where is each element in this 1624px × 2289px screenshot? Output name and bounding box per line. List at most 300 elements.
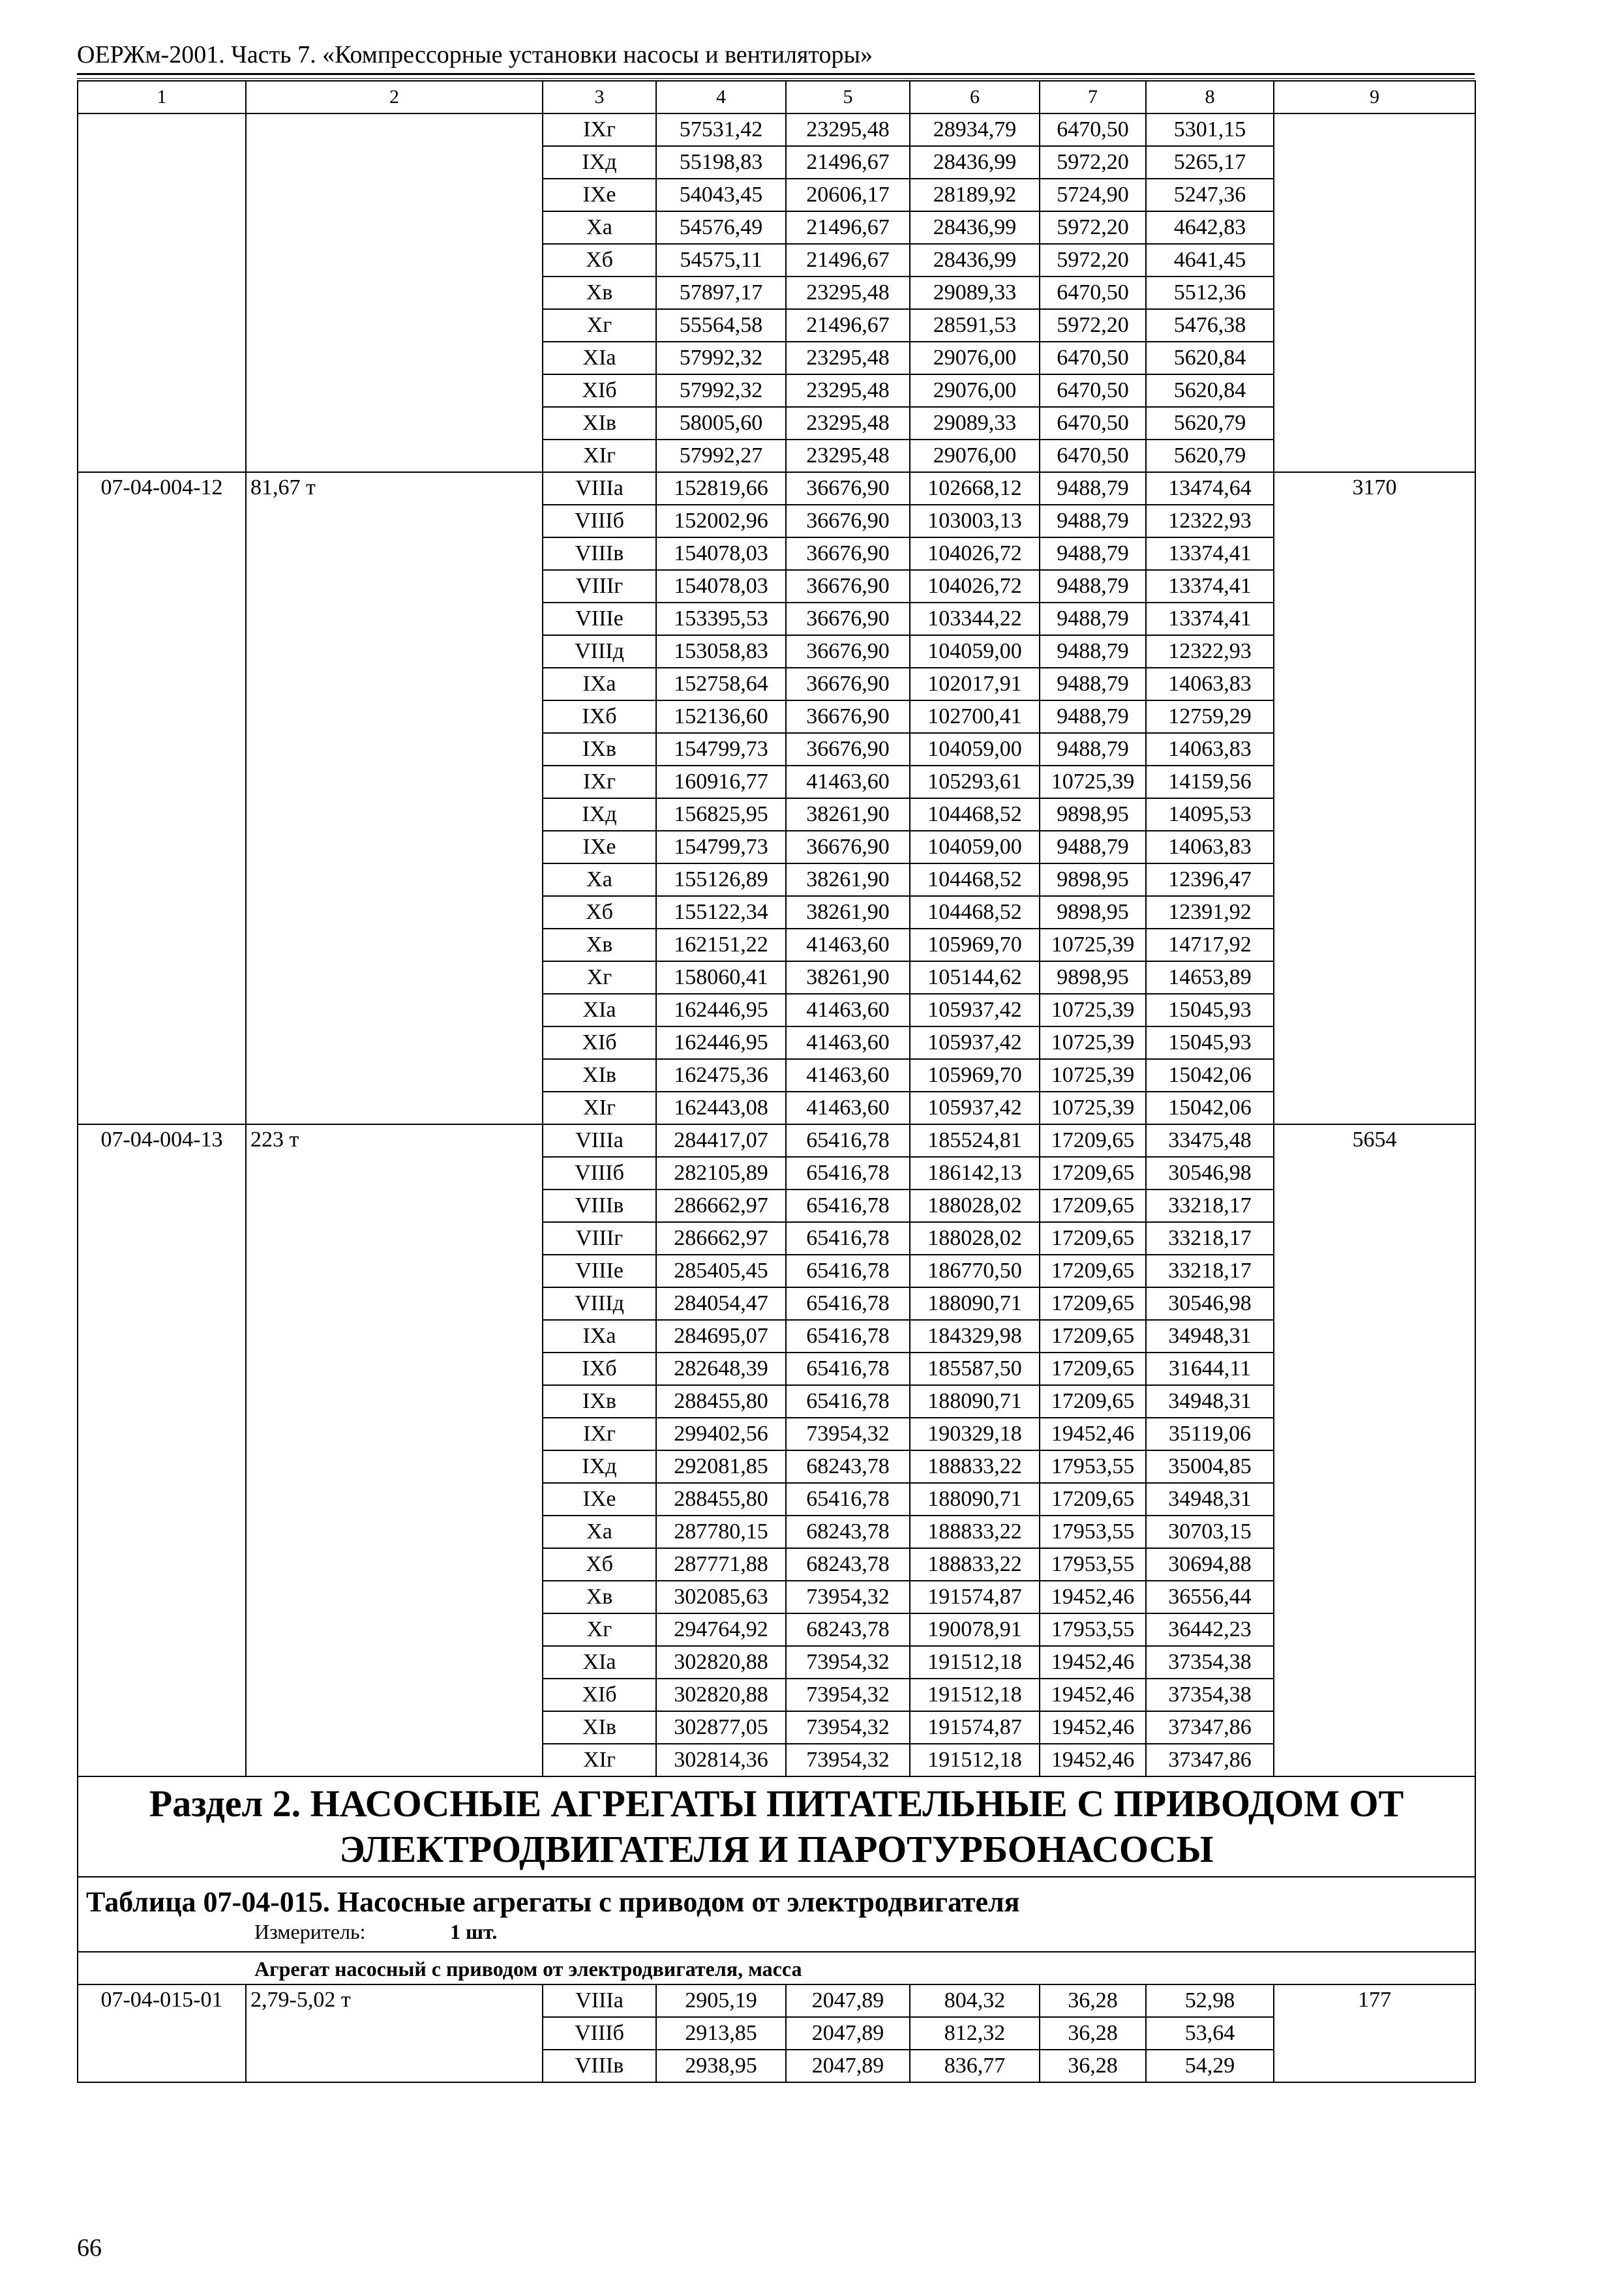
zone-cell: VIIIа	[543, 1124, 656, 1157]
value-cell: 155122,34	[656, 896, 786, 929]
value-cell: 17953,55	[1040, 1450, 1146, 1483]
value-cell: 5972,20	[1040, 309, 1146, 342]
value-cell: 33218,17	[1146, 1255, 1274, 1287]
value-cell: 37354,38	[1146, 1646, 1274, 1679]
value-cell: 5972,20	[1040, 211, 1146, 244]
value-cell: 17953,55	[1040, 1613, 1146, 1646]
zone-cell: IXв	[543, 1385, 656, 1418]
value-cell: 152758,64	[656, 668, 786, 700]
zone-cell: VIIIб	[543, 1157, 656, 1189]
value-cell: 105937,42	[910, 1026, 1040, 1059]
value-cell: 154799,73	[656, 733, 786, 766]
value-cell: 5620,84	[1146, 374, 1274, 407]
value-cell: 104059,00	[910, 733, 1040, 766]
value-cell: 302877,05	[656, 1711, 786, 1744]
value-cell: 36442,23	[1146, 1613, 1274, 1646]
zone-cell: Xв	[543, 1581, 656, 1613]
value-cell: 68243,78	[786, 1516, 910, 1548]
page-number: 66	[77, 2234, 102, 2262]
value-cell: 17209,65	[1040, 1222, 1146, 1255]
value-cell: 162475,36	[656, 1059, 786, 1092]
value-cell: 41463,60	[786, 1092, 910, 1124]
value-cell: 65416,78	[786, 1385, 910, 1418]
value-cell: 9488,79	[1040, 668, 1146, 700]
value-cell: 17209,65	[1040, 1320, 1146, 1353]
value-cell: 186770,50	[910, 1255, 1040, 1287]
zone-cell: XIб	[543, 1026, 656, 1059]
zone-cell: Xв	[543, 277, 656, 309]
value-cell: 29089,33	[910, 407, 1040, 440]
value-cell: 10725,39	[1040, 1059, 1146, 1092]
value-cell: 191512,18	[910, 1679, 1040, 1711]
zone-cell: IXд	[543, 1450, 656, 1483]
value-cell: 14063,83	[1146, 831, 1274, 863]
value-cell: 73954,32	[786, 1711, 910, 1744]
value-cell: 804,32	[910, 1984, 1040, 2017]
value-cell: 102668,12	[910, 472, 1040, 505]
value-cell: 29076,00	[910, 342, 1040, 374]
value-cell: 2047,89	[786, 2017, 910, 2050]
zone-cell: IXв	[543, 733, 656, 766]
value-cell: 9488,79	[1040, 700, 1146, 733]
value-cell: 57992,27	[656, 440, 786, 472]
zone-cell: XIг	[543, 1744, 656, 1776]
value-cell: 29076,00	[910, 440, 1040, 472]
value-cell: 105969,70	[910, 929, 1040, 961]
zone-cell: VIIIд	[543, 1287, 656, 1320]
value-cell: 20606,17	[786, 179, 910, 211]
value-cell: 38261,90	[786, 863, 910, 896]
value-cell: 302814,36	[656, 1744, 786, 1776]
value-cell: 13374,41	[1146, 570, 1274, 603]
column-number: 2	[246, 81, 543, 113]
rate-code-cell: 07-04-004-12	[78, 472, 246, 1124]
value-cell: 10725,39	[1040, 1026, 1146, 1059]
value-cell: 21496,67	[786, 244, 910, 277]
value-cell: 37354,38	[1146, 1679, 1274, 1711]
zone-cell: IXд	[543, 146, 656, 179]
value-cell: 29089,33	[910, 277, 1040, 309]
value-cell: 2047,89	[786, 1984, 910, 2017]
value-cell: 5512,36	[1146, 277, 1274, 309]
zone-cell: Xг	[543, 309, 656, 342]
value-cell: 28591,53	[910, 309, 1040, 342]
zone-cell: IXг	[543, 766, 656, 798]
value-cell: 154078,03	[656, 570, 786, 603]
value-cell: 104026,72	[910, 570, 1040, 603]
value-cell: 103344,22	[910, 603, 1040, 635]
value-cell: 34948,31	[1146, 1385, 1274, 1418]
value-cell: 17209,65	[1040, 1189, 1146, 1222]
value-cell: 14063,83	[1146, 668, 1274, 700]
zone-cell: VIIIг	[543, 1222, 656, 1255]
value-cell: 10725,39	[1040, 994, 1146, 1026]
value-cell: 288455,80	[656, 1385, 786, 1418]
value-cell: 19452,46	[1040, 1581, 1146, 1613]
value-cell: 28436,99	[910, 146, 1040, 179]
value-cell: 21496,67	[786, 309, 910, 342]
value-cell: 294764,92	[656, 1613, 786, 1646]
subheading: Агрегат насосный с приводом от электродвигателя, масса	[78, 1952, 1475, 1984]
zone-cell: XIа	[543, 342, 656, 374]
value-cell: 4642,83	[1146, 211, 1274, 244]
rates-table	[77, 80, 1476, 2083]
value-cell: 19452,46	[1040, 1744, 1146, 1776]
value-cell: 9898,95	[1040, 896, 1146, 929]
mass-cell	[246, 113, 543, 472]
zone-cell: VIIIе	[543, 603, 656, 635]
table-row	[78, 472, 1475, 505]
zone-cell: VIIIб	[543, 2017, 656, 2050]
value-cell: 73954,32	[786, 1646, 910, 1679]
value-cell: 30546,98	[1146, 1287, 1274, 1320]
value-cell: 188028,02	[910, 1222, 1040, 1255]
value-cell: 36676,90	[786, 603, 910, 635]
value-cell: 23295,48	[786, 277, 910, 309]
value-cell: 5724,90	[1040, 179, 1146, 211]
value-cell: 188833,22	[910, 1450, 1040, 1483]
measure-unit: 1 шт.	[450, 1920, 498, 1943]
value-cell: 2913,85	[656, 2017, 786, 2050]
value-cell: 162151,22	[656, 929, 786, 961]
value-cell: 15042,06	[1146, 1092, 1274, 1124]
value-cell: 5972,20	[1040, 244, 1146, 277]
subheading-row	[78, 1952, 1475, 1984]
rate-code-cell: 07-04-004-13	[78, 1124, 246, 1776]
zone-cell: Xа	[543, 863, 656, 896]
measure-label: Измеритель:	[254, 1920, 366, 1943]
value-cell: 5265,17	[1146, 146, 1274, 179]
value-cell: 15045,93	[1146, 1026, 1274, 1059]
value-cell: 102700,41	[910, 700, 1040, 733]
value-cell: 17209,65	[1040, 1157, 1146, 1189]
value-cell: 186142,13	[910, 1157, 1040, 1189]
zone-cell: IXе	[543, 831, 656, 863]
value-cell: 104468,52	[910, 798, 1040, 831]
value-cell: 302085,63	[656, 1581, 786, 1613]
zone-cell: IXб	[543, 700, 656, 733]
column-number-row	[78, 81, 1475, 113]
value-cell: 2047,89	[786, 2050, 910, 2082]
value-cell: 35004,85	[1146, 1450, 1274, 1483]
zone-cell: Xб	[543, 896, 656, 929]
value-cell: 36676,90	[786, 733, 910, 766]
value-cell: 162446,95	[656, 1026, 786, 1059]
zone-cell: Xа	[543, 211, 656, 244]
value-cell: 191574,87	[910, 1711, 1040, 1744]
value-cell: 185524,81	[910, 1124, 1040, 1157]
value-cell: 23295,48	[786, 374, 910, 407]
value-cell: 19452,46	[1040, 1711, 1146, 1744]
value-cell: 191574,87	[910, 1581, 1040, 1613]
value-cell: 41463,60	[786, 994, 910, 1026]
col9-cell	[1274, 113, 1475, 472]
value-cell: 57531,42	[656, 113, 786, 146]
value-cell: 9898,95	[1040, 863, 1146, 896]
value-cell: 36676,90	[786, 831, 910, 863]
value-cell: 104059,00	[910, 831, 1040, 863]
value-cell: 53,64	[1146, 2017, 1274, 2050]
zone-cell: VIIIа	[543, 1984, 656, 2017]
measure-cell	[78, 1919, 1475, 1952]
value-cell: 57897,17	[656, 277, 786, 309]
value-cell: 36556,44	[1146, 1581, 1274, 1613]
zone-cell: Xб	[543, 244, 656, 277]
value-cell: 152002,96	[656, 505, 786, 537]
value-cell: 36676,90	[786, 505, 910, 537]
col9-cell: 177	[1274, 1984, 1475, 2082]
value-cell: 17209,65	[1040, 1255, 1146, 1287]
zone-cell: XIг	[543, 440, 656, 472]
column-number: 7	[1040, 81, 1146, 113]
value-cell: 65416,78	[786, 1222, 910, 1255]
section-heading-line: ЭЛЕКТРОДВИГАТЕЛЯ И ПАРОТУРБОНАСОСЫ	[339, 1828, 1214, 1870]
col9-cell: 3170	[1274, 472, 1475, 1124]
value-cell: 105144,62	[910, 961, 1040, 994]
value-cell: 285405,45	[656, 1255, 786, 1287]
value-cell: 36676,90	[786, 472, 910, 505]
value-cell: 65416,78	[786, 1320, 910, 1353]
value-cell: 41463,60	[786, 766, 910, 798]
table-row	[78, 1984, 1475, 2017]
value-cell: 65416,78	[786, 1353, 910, 1385]
value-cell: 57992,32	[656, 342, 786, 374]
value-cell: 153058,83	[656, 635, 786, 668]
value-cell: 12396,47	[1146, 863, 1274, 896]
column-number: 4	[656, 81, 786, 113]
value-cell: 23295,48	[786, 342, 910, 374]
value-cell: 65416,78	[786, 1157, 910, 1189]
value-cell: 33475,48	[1146, 1124, 1274, 1157]
value-cell: 35119,06	[1146, 1418, 1274, 1450]
value-cell: 52,98	[1146, 1984, 1274, 2017]
zone-cell: VIIIв	[543, 1189, 656, 1222]
value-cell: 302820,88	[656, 1679, 786, 1711]
value-cell: 288455,80	[656, 1483, 786, 1516]
value-cell: 65416,78	[786, 1287, 910, 1320]
value-cell: 9488,79	[1040, 505, 1146, 537]
value-cell: 103003,13	[910, 505, 1040, 537]
value-cell: 10725,39	[1040, 766, 1146, 798]
value-cell: 13374,41	[1146, 537, 1274, 570]
value-cell: 104059,00	[910, 635, 1040, 668]
value-cell: 36676,90	[786, 668, 910, 700]
value-cell: 105937,42	[910, 1092, 1040, 1124]
zone-cell: XIа	[543, 1646, 656, 1679]
section-heading-row	[78, 1776, 1475, 1877]
value-cell: 302820,88	[656, 1646, 786, 1679]
value-cell: 188833,22	[910, 1516, 1040, 1548]
table-row	[78, 1124, 1475, 1157]
value-cell: 160916,77	[656, 766, 786, 798]
zone-cell: VIIIв	[543, 2050, 656, 2082]
zone-cell: IXг	[543, 1418, 656, 1450]
zone-cell: VIIIа	[543, 472, 656, 505]
value-cell: 13374,41	[1146, 603, 1274, 635]
value-cell: 54575,11	[656, 244, 786, 277]
value-cell: 54576,49	[656, 211, 786, 244]
zone-cell: VIIIд	[543, 635, 656, 668]
mass-cell: 223 т	[246, 1124, 543, 1776]
value-cell: 17209,65	[1040, 1483, 1146, 1516]
zone-cell: VIIIе	[543, 1255, 656, 1287]
zone-cell: IXг	[543, 113, 656, 146]
value-cell: 21496,67	[786, 211, 910, 244]
value-cell: 34948,31	[1146, 1320, 1274, 1353]
value-cell: 37347,86	[1146, 1711, 1274, 1744]
value-cell: 54043,45	[656, 179, 786, 211]
zone-cell: Xг	[543, 1613, 656, 1646]
value-cell: 19452,46	[1040, 1679, 1146, 1711]
value-cell: 188090,71	[910, 1483, 1040, 1516]
value-cell: 155126,89	[656, 863, 786, 896]
value-cell: 4641,45	[1146, 244, 1274, 277]
header-rule-thin	[77, 78, 1475, 79]
value-cell: 6470,50	[1040, 113, 1146, 146]
value-cell: 23295,48	[786, 407, 910, 440]
value-cell: 41463,60	[786, 1026, 910, 1059]
value-cell: 299402,56	[656, 1418, 786, 1450]
value-cell: 105969,70	[910, 1059, 1040, 1092]
value-cell: 9488,79	[1040, 603, 1146, 635]
value-cell: 156825,95	[656, 798, 786, 831]
zone-cell: XIа	[543, 994, 656, 1026]
value-cell: 58005,60	[656, 407, 786, 440]
value-cell: 14717,92	[1146, 929, 1274, 961]
value-cell: 33218,17	[1146, 1189, 1274, 1222]
value-cell: 12391,92	[1146, 896, 1274, 929]
value-cell: 286662,97	[656, 1222, 786, 1255]
column-number: 5	[786, 81, 910, 113]
value-cell: 19452,46	[1040, 1418, 1146, 1450]
value-cell: 9898,95	[1040, 798, 1146, 831]
zone-cell: VIIIб	[543, 505, 656, 537]
value-cell: 154078,03	[656, 537, 786, 570]
value-cell: 153395,53	[656, 603, 786, 635]
value-cell: 102017,91	[910, 668, 1040, 700]
value-cell: 14159,56	[1146, 766, 1274, 798]
zone-cell: VIIIг	[543, 570, 656, 603]
value-cell: 284695,07	[656, 1320, 786, 1353]
column-number: 1	[78, 81, 246, 113]
table-body	[78, 81, 1475, 2082]
value-cell: 23295,48	[786, 113, 910, 146]
zone-cell: IXд	[543, 798, 656, 831]
value-cell: 17953,55	[1040, 1516, 1146, 1548]
value-cell: 14063,83	[1146, 733, 1274, 766]
value-cell: 28934,79	[910, 113, 1040, 146]
rate-code-cell	[78, 113, 246, 472]
value-cell: 17953,55	[1040, 1548, 1146, 1581]
value-cell: 9488,79	[1040, 635, 1146, 668]
value-cell: 286662,97	[656, 1189, 786, 1222]
value-cell: 36,28	[1040, 1984, 1146, 2017]
value-cell: 287780,15	[656, 1516, 786, 1548]
value-cell: 6470,50	[1040, 440, 1146, 472]
value-cell: 6470,50	[1040, 407, 1146, 440]
value-cell: 191512,18	[910, 1646, 1040, 1679]
value-cell: 162446,95	[656, 994, 786, 1026]
value-cell: 5247,36	[1146, 179, 1274, 211]
header-rule	[77, 73, 1475, 75]
column-number: 3	[543, 81, 656, 113]
value-cell: 34948,31	[1146, 1483, 1274, 1516]
value-cell: 55198,83	[656, 146, 786, 179]
value-cell: 73954,32	[786, 1679, 910, 1711]
value-cell: 41463,60	[786, 1059, 910, 1092]
value-cell: 31644,11	[1146, 1353, 1274, 1385]
value-cell: 287771,88	[656, 1548, 786, 1581]
value-cell: 15045,93	[1146, 994, 1274, 1026]
value-cell: 188833,22	[910, 1548, 1040, 1581]
value-cell: 65416,78	[786, 1483, 910, 1516]
value-cell: 104026,72	[910, 537, 1040, 570]
page-header: ОЕРЖм-2001. Часть 7. «Компрессорные установки насосы и вентиляторы»	[77, 41, 873, 68]
value-cell: 19452,46	[1040, 1646, 1146, 1679]
value-cell: 65416,78	[786, 1124, 910, 1157]
value-cell: 28189,92	[910, 179, 1040, 211]
value-cell: 190078,91	[910, 1613, 1040, 1646]
value-cell: 105937,42	[910, 994, 1040, 1026]
value-cell: 5301,15	[1146, 113, 1274, 146]
value-cell: 162443,08	[656, 1092, 786, 1124]
value-cell: 37347,86	[1146, 1744, 1274, 1776]
value-cell: 292081,85	[656, 1450, 786, 1483]
column-number: 9	[1274, 81, 1475, 113]
value-cell: 68243,78	[786, 1613, 910, 1646]
zone-cell: Xа	[543, 1516, 656, 1548]
value-cell: 14653,89	[1146, 961, 1274, 994]
section-heading	[78, 1776, 1475, 1877]
value-cell: 12322,93	[1146, 505, 1274, 537]
value-cell: 5620,79	[1146, 440, 1274, 472]
zone-cell: XIг	[543, 1092, 656, 1124]
value-cell: 73954,32	[786, 1581, 910, 1613]
value-cell: 105293,61	[910, 766, 1040, 798]
value-cell: 15042,06	[1146, 1059, 1274, 1092]
column-number: 6	[910, 81, 1040, 113]
value-cell: 2905,19	[656, 1984, 786, 2017]
zone-cell: XIв	[543, 1711, 656, 1744]
zone-cell: Xб	[543, 1548, 656, 1581]
value-cell: 36,28	[1040, 2017, 1146, 2050]
value-cell: 284054,47	[656, 1287, 786, 1320]
value-cell: 6470,50	[1040, 277, 1146, 309]
value-cell: 282105,89	[656, 1157, 786, 1189]
value-cell: 29076,00	[910, 374, 1040, 407]
value-cell: 5620,79	[1146, 407, 1274, 440]
value-cell: 184329,98	[910, 1320, 1040, 1353]
value-cell: 30703,15	[1146, 1516, 1274, 1548]
value-cell: 14095,53	[1146, 798, 1274, 831]
value-cell: 36,28	[1040, 2050, 1146, 2082]
zone-cell: XIб	[543, 374, 656, 407]
zone-cell: IXе	[543, 179, 656, 211]
value-cell: 28436,99	[910, 244, 1040, 277]
value-cell: 30546,98	[1146, 1157, 1274, 1189]
value-cell: 9488,79	[1040, 831, 1146, 863]
measure-row	[78, 1919, 1475, 1952]
zone-cell: Xг	[543, 961, 656, 994]
value-cell: 190329,18	[910, 1418, 1040, 1450]
value-cell: 38261,90	[786, 798, 910, 831]
value-cell: 812,32	[910, 2017, 1040, 2050]
value-cell: 191512,18	[910, 1744, 1040, 1776]
zone-cell: XIв	[543, 1059, 656, 1092]
value-cell: 2938,95	[656, 2050, 786, 2082]
value-cell: 5476,38	[1146, 309, 1274, 342]
value-cell: 188028,02	[910, 1189, 1040, 1222]
